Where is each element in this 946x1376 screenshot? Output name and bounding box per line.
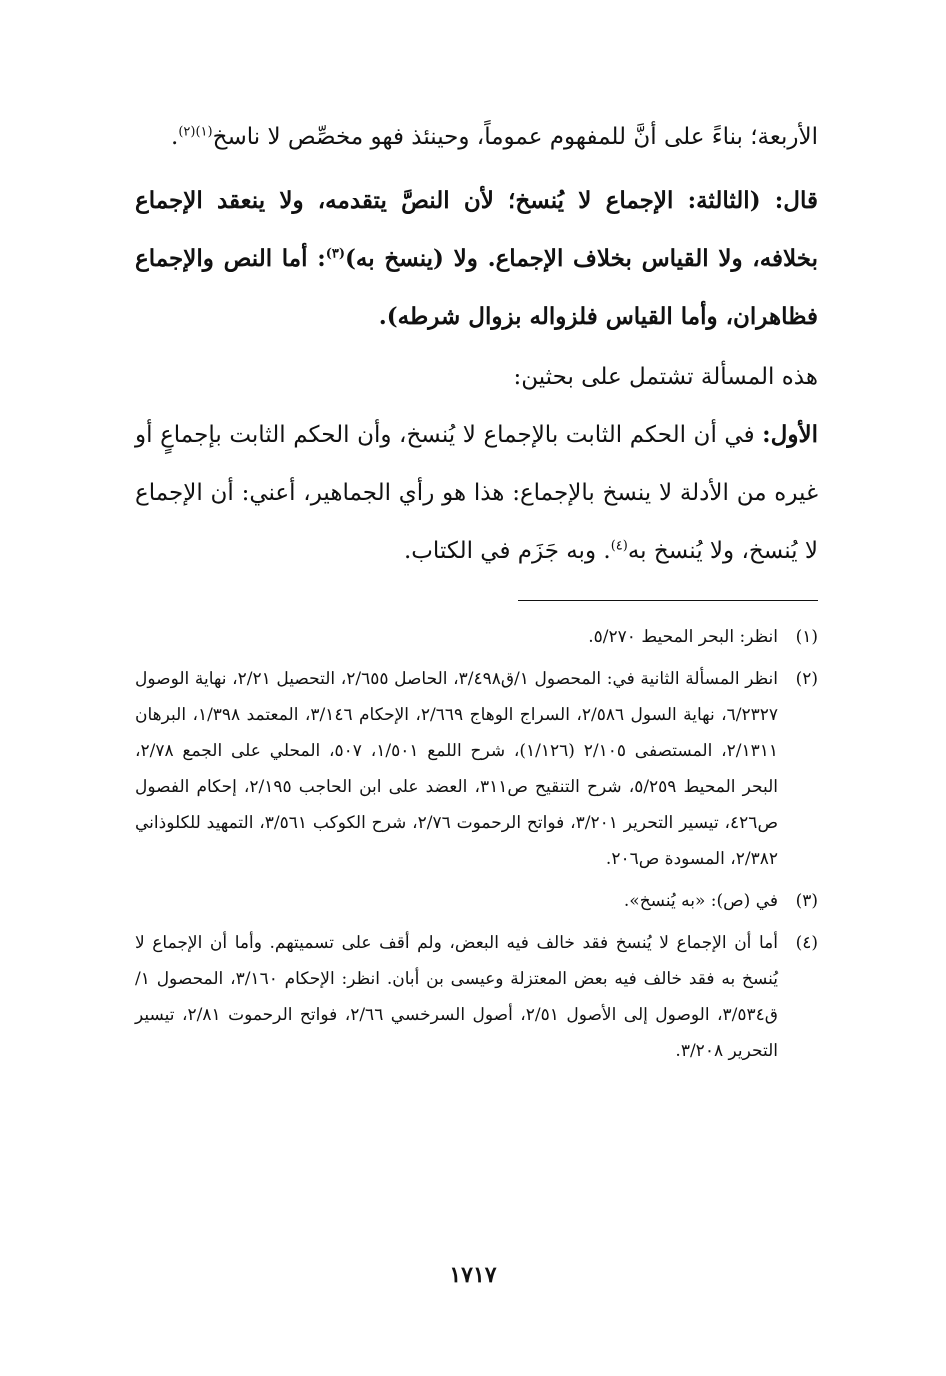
footnote-number: (٣) [795,891,818,911]
footnote-1 [135,619,818,655]
paragraph-1 [135,108,818,166]
paragraph-2-lead: قال: (الثالثة: الإجماع لا يُنسخ؛ لأن النصَّ يتقدمه، ولا ينعقد الإجماع بخلافه، ولا القياس بخلاف الإجماع. ولا (ينسخ به) [135,187,818,272]
paragraph-1-end: . [171,124,179,150]
paragraph-4-text: في أن الحكم الثابت بالإجماع لا يُنسخ، وأن الحكم الثابت بإجماعٍ أو غيره من الأدلة لا ينسخ بالإجماع: هذا هو رأي الجماهير، أعني: أن الإجماع لا يُنسخ، ولا يُنسخ به [135,422,818,564]
paragraph-2-quote [135,172,818,346]
page-number: ١٧١٧ [449,1262,497,1288]
footnote-ref-3: (٣) [325,246,346,262]
footnote-number: (٤) [795,933,818,953]
footnotes [135,619,818,1069]
footnote-text: انظر: البحر المحيط ٥/٢٧٠. [588,627,778,647]
page-content [135,108,818,1075]
footnote-text: انظر المسألة الثانية في: المحصول ١/ق٣/٤٩٨، الحاصل ٢/٦٥٥، التحصيل ٢/٢١، نهاية الوصول ٦/٢٣٢٧، نهاية السول ٢/٥٨٦، السراج الوهاج ٢/٦٦٩، الإحكام ٣/١٤٦، المعتمد ١/٣٩٨، البرهان ٢/١٣١١، المستصفى ٢/١٠٥ (١/١٢٦)، شرح اللمع ١/٥٠١، ٥٠٧، المحلي على الجمع ٢/٧٨، البحر المحيط ٥/٢٥٩، شرح التنقيح ص٣١١، العضد على ابن الحاجب ٢/١٩٥، إحكام الفصول ص٤٢٦، تيسير التحرير ٣/٢٠١، فواتح الرحموت ٢/٧٦، شرح الكوكب ٣/٥٦١، التمهيد للكلوذاني ٢/٣٨٢، المسودة ص٢٠٦. [135,669,779,869]
footnote-number: (٢) [795,669,818,689]
footnote-ref-4: (٤) [610,538,628,554]
footnote-4 [135,925,818,1069]
footnote-divider [518,600,818,601]
footnote-ref-1-2: (١)(٢) [178,124,213,140]
footnote-text: أما أن الإجماع لا يُنسخ فقد خالف فيه البعض، ولم أقف على تسميتهم. وأما أن الإجماع لا يُنسخ به فقد خالف فيه بعض المعتزلة وعيسى بن أبان. انظر: الإحكام ٣/١٦٠، المحصول ١/ق٣/٥٣٤، الوصول إلى الأصول ٢/٥١، أصول السرخسي ٢/٦٦، فواتح الرحموت ٢/٨١، تيسير التحرير ٣/٢٠٨. [135,933,778,1061]
paragraph-4-label: الأول: [762,421,818,448]
paragraph-4-end: . وبه جَزَم في الكتاب. [403,538,611,564]
footnote-text: في (ص): «به يُنسخ». [623,891,778,911]
main-text [135,108,818,580]
footnote-3 [135,883,818,919]
paragraph-3: هذه المسألة تشتمل على بحثين: [513,364,818,390]
paragraph-2-rest: : أما النص والإجماع فظاهران، وأما القياس فلزواله بزوال شرطه). [135,245,818,330]
paragraph-1-text: الأربعة؛ بناءً على أنَّ للمفهوم عموماً، وحينئذ فهو مخصِّص لا ناسخ [212,124,818,150]
paragraph-4 [135,406,818,580]
footnote-2 [135,661,818,877]
footnote-number: (١) [795,627,818,647]
